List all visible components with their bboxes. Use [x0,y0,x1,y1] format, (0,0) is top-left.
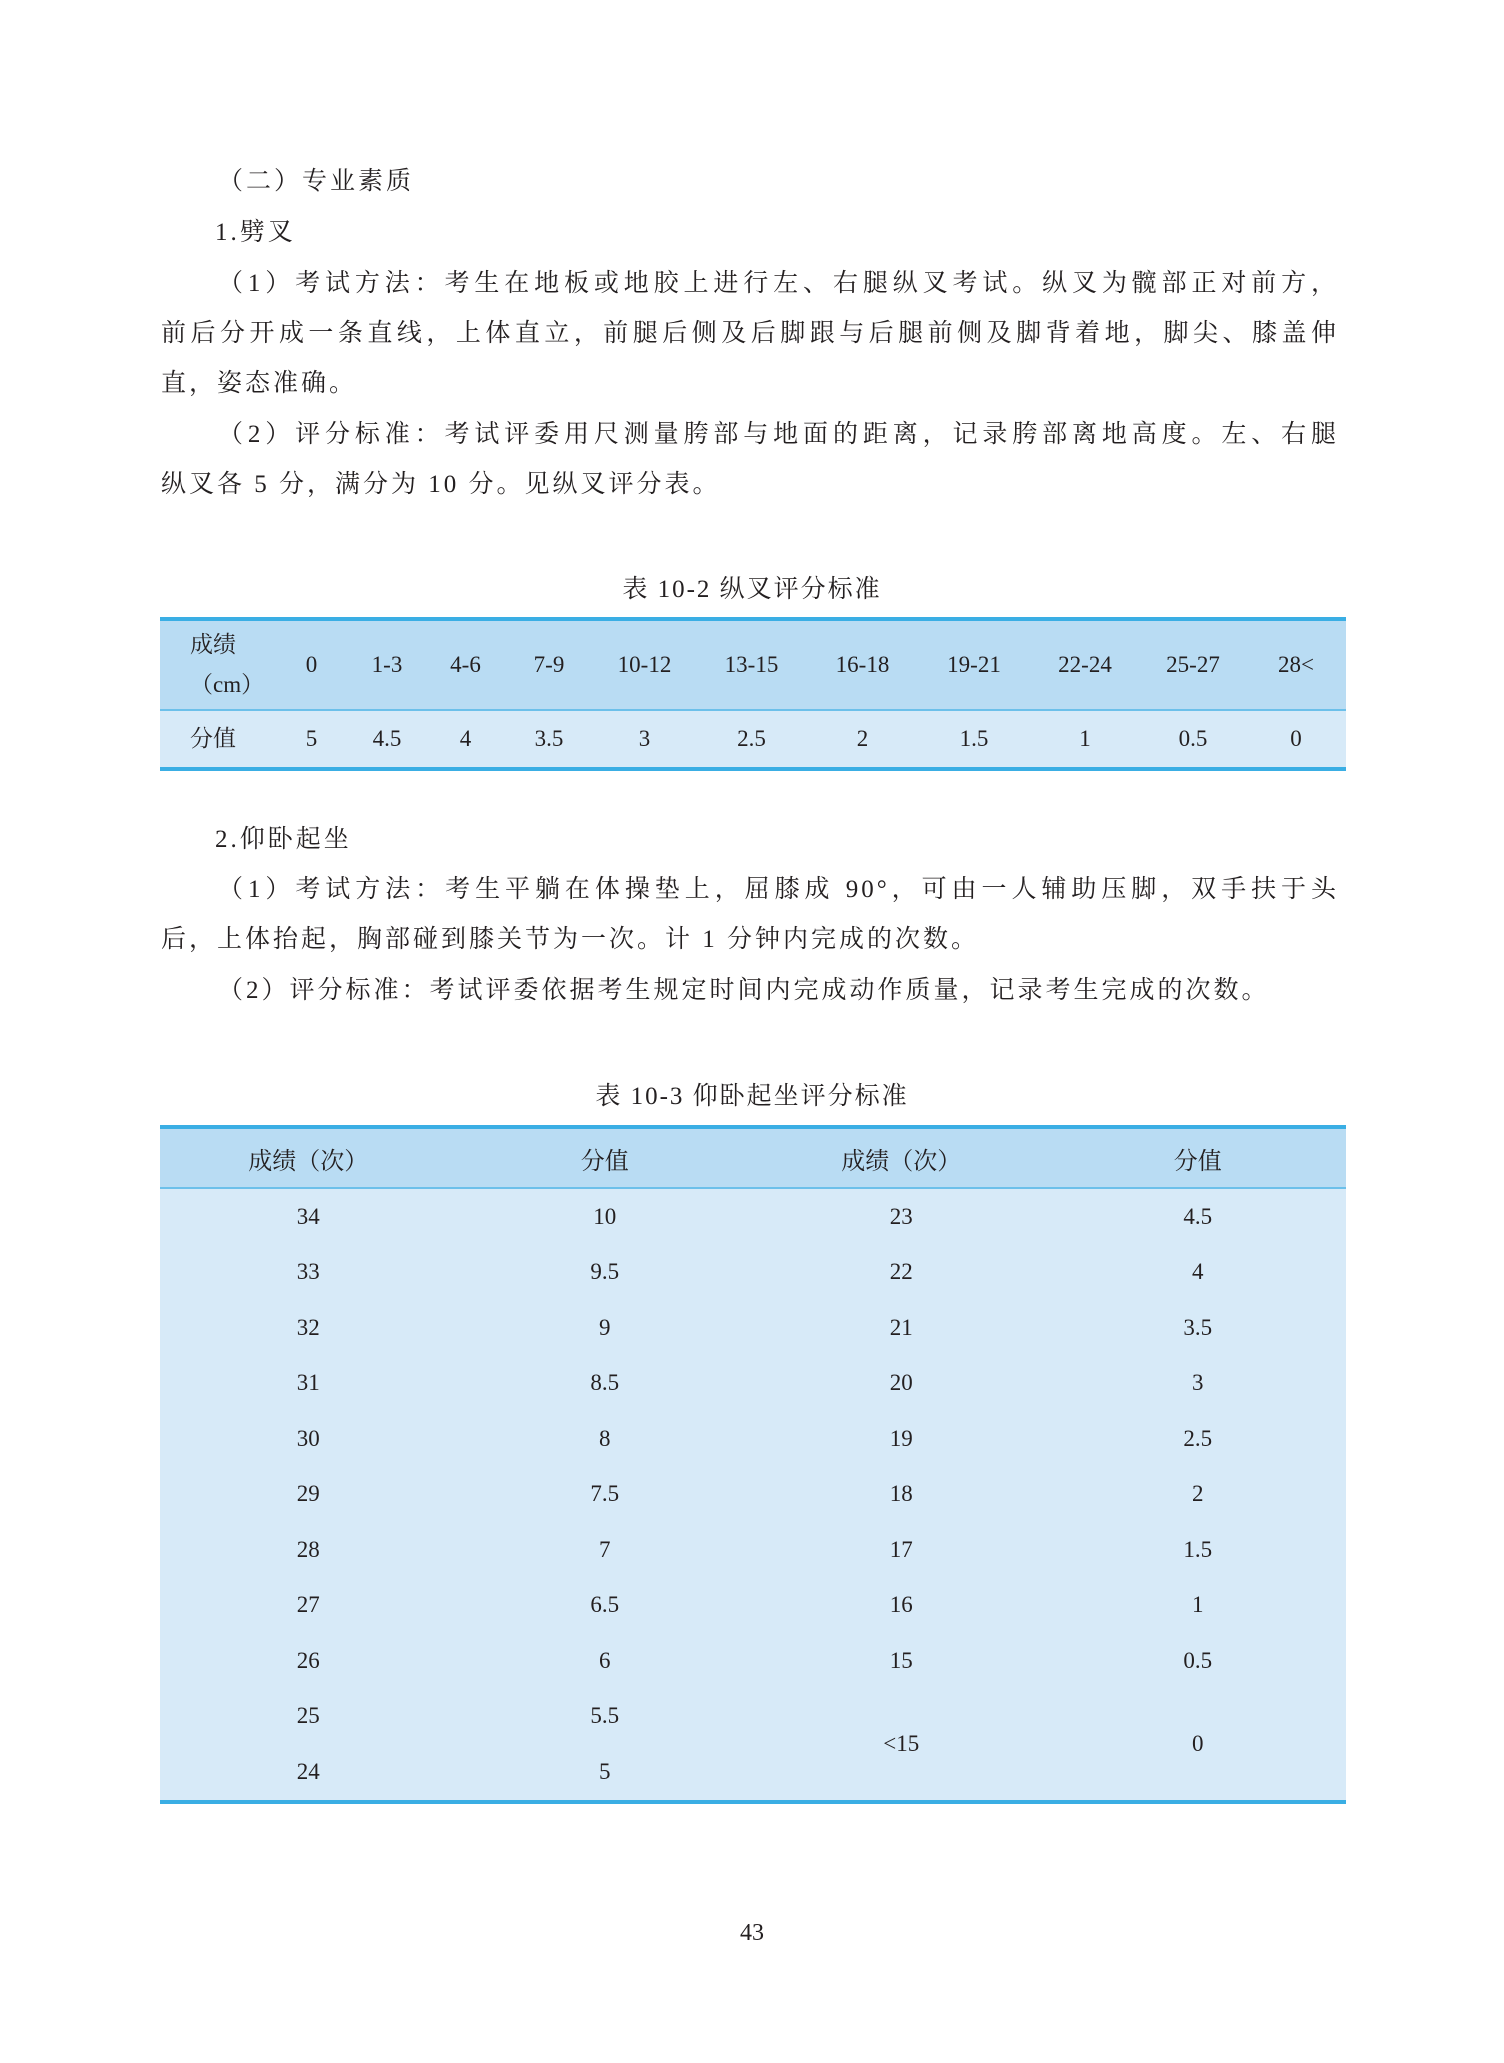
label-unit: （cm） [190,672,265,697]
table-row [160,1633,1346,1689]
value-cell: 0.5 [1050,1633,1347,1689]
row-label: 分值 [160,710,275,769]
score-cell: 1-3 [348,619,426,710]
item1-p2-line1: （2）评分标准：考试评委用尺测量胯部与地面的距离，记录胯部离地高度。左、右腿 [218,421,1339,448]
item1-p1-line3: 直，姿态准确。 [161,370,358,397]
value-cell: 8 [457,1411,754,1467]
value-cell: 4 [426,710,505,769]
value-cell: 3.5 [505,710,593,769]
section-heading: （二）专业素质 [218,168,415,195]
score-cell: 15 [753,1633,1050,1689]
score-cell: 25 [160,1689,457,1745]
score-cell: 22 [753,1245,1050,1301]
table-row-score [160,619,1346,710]
table1-caption: 表 10-2 纵叉评分标准 [622,576,882,603]
score-cell: 16-18 [807,619,918,710]
score-cell: 25-27 [1140,619,1246,710]
table-row [160,1356,1346,1412]
header-score-right: 成绩（次） [753,1127,1050,1188]
value-cell: 4.5 [348,710,426,769]
value-cell: 10 [457,1188,754,1245]
score-cell: <15 [753,1689,1050,1802]
score-cell: 0 [275,619,348,710]
item2-p2: （2）评分标准：考试评委依据考生规定时间内完成动作质量，记录考生完成的次数。 [218,977,1270,1004]
table-row-value [160,710,1346,769]
score-cell: 27 [160,1578,457,1634]
table-row [160,1689,1346,1745]
value-cell: 2 [807,710,918,769]
score-cell: 7-9 [505,619,593,710]
table-row [160,1245,1346,1301]
value-cell: 5.5 [457,1689,754,1745]
header-score-left: 成绩（次） [160,1127,457,1188]
value-cell: 3 [593,710,696,769]
table-row [160,1188,1346,1245]
split-score-table [160,617,1346,771]
item1-p1-line2: 前后分开成一条直线，上体直立，前腿后侧及后脚跟与后腿前侧及脚背着地，脚尖、膝盖伸 [161,320,1339,347]
value-cell: 1 [1050,1578,1347,1634]
value-cell: 1.5 [1050,1522,1347,1578]
value-cell: 7.5 [457,1467,754,1523]
table-row [160,1467,1346,1523]
score-cell: 10-12 [593,619,696,710]
score-cell: 24 [160,1744,457,1802]
score-cell: 31 [160,1356,457,1412]
value-cell: 0 [1050,1689,1347,1802]
table-header-row [160,1127,1346,1188]
value-cell: 9 [457,1300,754,1356]
score-cell: 18 [753,1467,1050,1523]
value-cell: 5 [457,1744,754,1802]
value-cell: 9.5 [457,1245,754,1301]
score-cell: 34 [160,1188,457,1245]
value-cell: 4.5 [1050,1188,1347,1245]
score-cell: 22-24 [1030,619,1140,710]
item2-title: 2.仰卧起坐 [215,826,352,853]
table-row [160,1578,1346,1634]
label-score: 成绩 [190,632,236,657]
score-cell: 20 [753,1356,1050,1412]
score-cell: 28< [1246,619,1346,710]
value-cell: 3 [1050,1356,1347,1412]
header-value-left: 分值 [457,1127,754,1188]
score-cell: 21 [753,1300,1050,1356]
value-cell: 2 [1050,1467,1347,1523]
table-row [160,1411,1346,1467]
row-label [160,619,275,710]
value-cell: 4 [1050,1245,1347,1301]
table-row [160,1522,1346,1578]
score-cell: 28 [160,1522,457,1578]
value-cell: 6.5 [457,1578,754,1634]
item1-p2-line2: 纵叉各 5 分，满分为 10 分。见纵叉评分表。 [161,471,721,498]
score-cell: 16 [753,1578,1050,1634]
score-cell: 29 [160,1467,457,1523]
score-cell: 33 [160,1245,457,1301]
score-cell: 19 [753,1411,1050,1467]
value-cell: 2.5 [1050,1411,1347,1467]
value-cell: 3.5 [1050,1300,1347,1356]
score-cell: 17 [753,1522,1050,1578]
score-cell: 13-15 [696,619,807,710]
value-cell: 1.5 [918,710,1030,769]
value-cell: 8.5 [457,1356,754,1412]
score-cell: 4-6 [426,619,505,710]
item1-title: 1.劈叉 [215,219,296,246]
table2-caption: 表 10-3 仰卧起坐评分标准 [595,1083,909,1110]
item1-p1-line1: （1）考试方法：考生在地板或地胶上进行左、右腿纵叉考试。纵叉为髋部正对前方， [218,270,1339,297]
score-cell: 23 [753,1188,1050,1245]
page-number: 43 [740,1920,764,1946]
value-cell: 7 [457,1522,754,1578]
score-cell: 30 [160,1411,457,1467]
value-cell: 0.5 [1140,710,1246,769]
value-cell: 1 [1030,710,1140,769]
value-cell: 6 [457,1633,754,1689]
score-cell: 32 [160,1300,457,1356]
value-cell: 2.5 [696,710,807,769]
score-cell: 19-21 [918,619,1030,710]
value-cell: 0 [1246,710,1346,769]
score-cell: 26 [160,1633,457,1689]
item2-p1-line2: 后，上体抬起，胸部碰到膝关节为一次。计 1 分钟内完成的次数。 [161,926,980,953]
header-value-right: 分值 [1050,1127,1347,1188]
table-row [160,1300,1346,1356]
value-cell: 5 [275,710,348,769]
item2-p1-line1: （1）考试方法：考生平躺在体操垫上，屈膝成 90°，可由一人辅助压脚，双手扶于头 [218,876,1339,903]
situp-score-table [160,1125,1346,1804]
